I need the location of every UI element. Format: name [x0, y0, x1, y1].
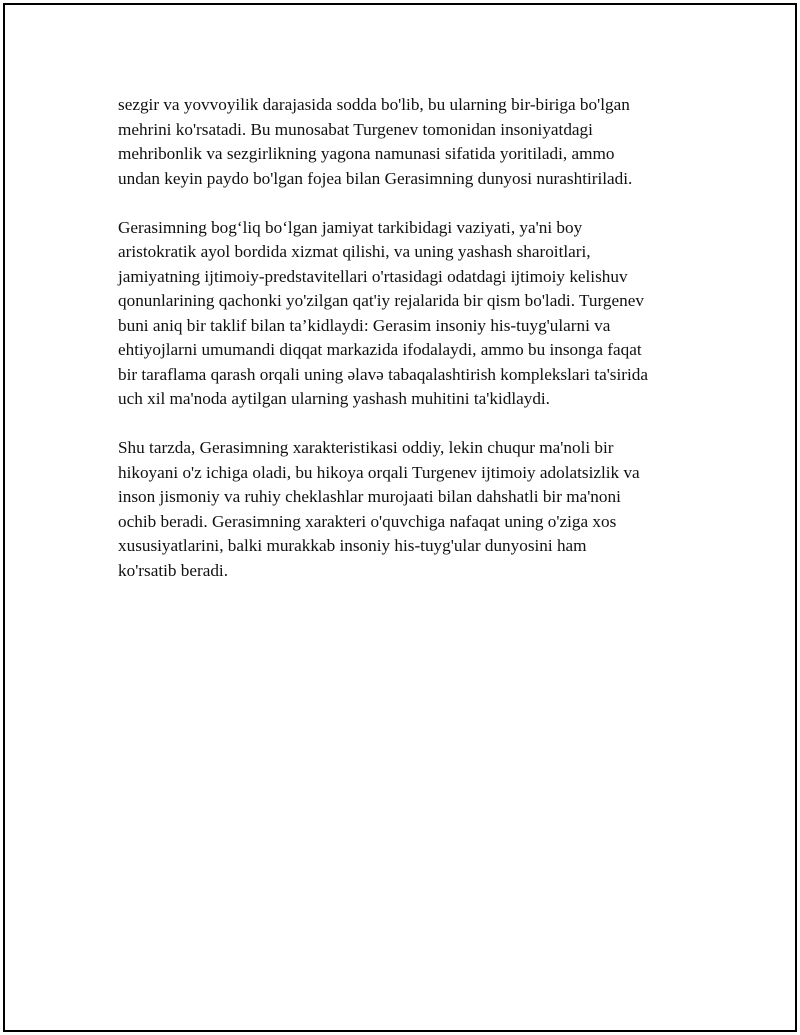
- text-line: mehribonlik va sezgirlikning yagona namunasi sifatida yoritiladi, ammo: [118, 144, 615, 163]
- text-line: hikoyani o'z ichiga oladi, bu hikoya orqali Turgenev ijtimoiy adolatsizlik va: [118, 462, 640, 482]
- text-line: Shu tarzda, Gerasimning xarakteristikasi oddiy, lekin chuqur ma'noli bir: [118, 438, 614, 457]
- text-line: Gerasimning bog‘liq bo‘lgan jamiyat tarkibidagi vaziyati, ya'ni boy: [118, 217, 583, 237]
- text-line: undan keyin paydo bo'lgan fojea bilan Gerasimning dunyosi nurashtiriladi.: [118, 168, 633, 188]
- text-line: uch xil ma'noda aytilgan ularning yashash muhitini ta'kidlaydi.: [118, 389, 550, 408]
- text-line: mehrini ko'rsatadi. Bu munosabat Turgenev tomonidan insoniyatdagi: [118, 119, 593, 139]
- text-line: ochib beradi. Gerasimning xarakteri o'quvchiga nafaqat uning o'ziga xos: [118, 511, 617, 531]
- paragraph-1: [118, 93, 698, 191]
- text-line: ko'rsatib beradi.: [118, 560, 229, 580]
- paragraph-3: [118, 436, 698, 583]
- text-line: qonunlarining qachonki yo'zilgan qat'iy rejalarida bir qism bo'ladi. Turgenev: [118, 291, 644, 310]
- paragraph-2: [118, 216, 698, 412]
- text-line: jamiyatning ijtimoiy-predstavitellari o'rtasidagi odatdagi ijtimoiy kelishuv: [118, 266, 628, 286]
- text-line: xususiyatlarini, balki murakkab insoniy his-tuyg'ular dunyosini ham: [118, 536, 587, 555]
- text-line: sezgir va yovvoyilik darajasida sodda bo'lib, bu ularning bir-biriga bo'lgan: [118, 95, 630, 114]
- document-body: [118, 93, 698, 608]
- text-line: inson jismoniy va ruhiy cheklashlar murojaati bilan dahshatli bir ma'noni: [118, 487, 621, 506]
- text-line: bir taraflama qarash orqali uning əlavə tabaqalashtirish komplekslari ta'sirida: [118, 364, 648, 384]
- text-line: aristokratik ayol bordida xizmat qilishi, va uning yashash sharoitlari,: [118, 242, 591, 261]
- text-line: buni aniq bir taklif bilan ta’kidlaydi: Gerasim insoniy his-tuyg'ularni va: [118, 315, 611, 335]
- text-line: ehtiyojlarni umumandi diqqat markazida ifodalaydi, ammo bu insonga faqat: [118, 340, 642, 359]
